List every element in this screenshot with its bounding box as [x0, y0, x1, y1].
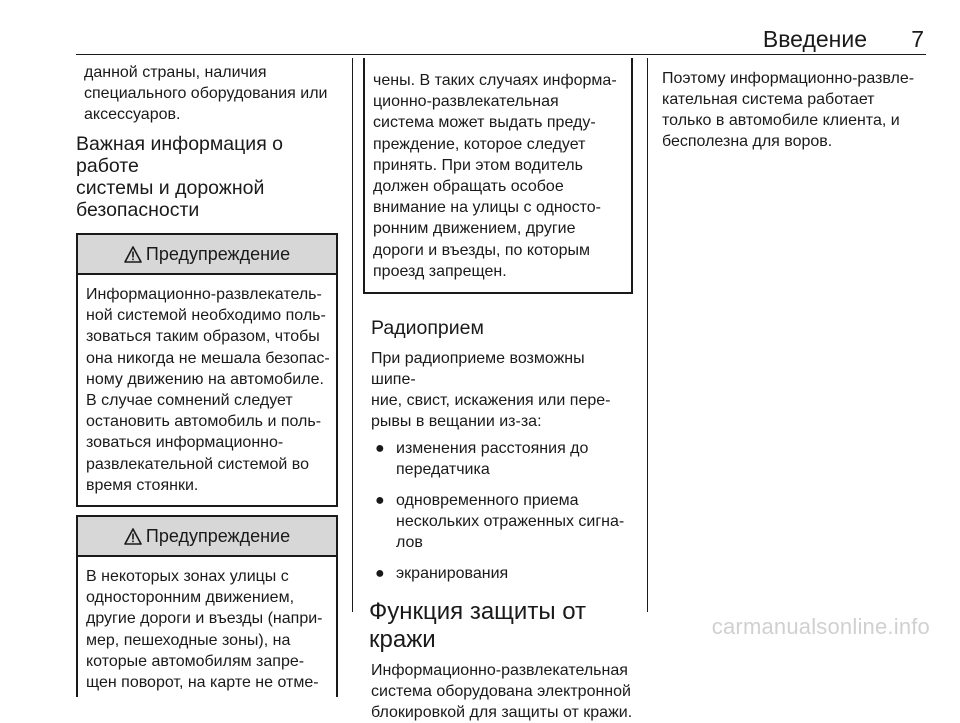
theft-paragraph [363, 660, 633, 723]
text-line: ному движению на автомобиле. [86, 370, 324, 388]
page-header-title: Введение [762, 26, 867, 52]
text-line: другие дороги и въезды (напри- [86, 610, 323, 628]
text-line: Информационно-развлекатель- [86, 286, 322, 303]
page-number: 7 [911, 26, 924, 52]
text-line: При радиоприеме возможны шипе- [371, 350, 585, 389]
text-line: проезд запрещен. [373, 262, 507, 280]
heading-line: Важная информация о работе [76, 133, 284, 177]
header-rule [76, 54, 926, 55]
text-line: ной системой необходимо поль- [86, 307, 326, 325]
text-line: односторонним движением, [86, 589, 295, 607]
radio-paragraph [363, 348, 633, 432]
heading-line: системы и дорожной [76, 177, 265, 199]
text-line: ционно-развлекательная [373, 93, 559, 111]
list-item [363, 563, 633, 584]
text-line: нескольких отраженных сигна- [396, 513, 625, 531]
text-line: Поэтому информационно-развле- [662, 70, 915, 87]
warning-title: Предупреждение [145, 243, 291, 264]
text-line: В некоторых зонах улицы с [86, 568, 289, 586]
text-line: должен обращать особое [373, 178, 564, 196]
section-heading-theft: Функция защиты от кражи [369, 598, 587, 654]
bullet-icon: ● [375, 492, 385, 510]
section-heading-safety [76, 133, 338, 221]
text-line: ронним движением, другие [373, 220, 576, 238]
text-line: зоваться таким образом, чтобы [86, 328, 320, 346]
warning-text [78, 275, 336, 505]
warning-header [78, 235, 336, 275]
list-item [363, 438, 633, 480]
watermark-link[interactable]: carmanualsonline.info [711, 614, 930, 639]
text-line: которые автомобилям запре- [86, 652, 305, 670]
column-divider-2 [647, 58, 648, 612]
heading-line: безопасности [76, 199, 200, 221]
text-line: остановить автомобиль и поль- [86, 413, 322, 431]
text-line: чены. В таких случаях информа- [373, 72, 617, 89]
text-line: ние, свист, искажения или пере- [371, 392, 611, 410]
warning-box-1 [76, 233, 338, 507]
text-line: время стоянки. [86, 476, 199, 494]
bullet-icon: ● [375, 440, 385, 458]
warning-triangle-icon [124, 528, 142, 545]
text-line: принять. При этом водитель [373, 156, 583, 174]
text-line: изменения расстояния до [396, 440, 589, 458]
text-line: только в автомобиле клиента, и [662, 112, 900, 129]
warning-triangle-icon [124, 246, 142, 263]
bullet-icon: ● [375, 565, 385, 583]
text-line: аксессуаров. [84, 106, 181, 123]
text-line: одновременного приема [396, 492, 579, 510]
text-line: лов [396, 534, 423, 552]
text-line: мер, пешеходные зоны), на [86, 631, 291, 649]
text-line: данной страны, наличия [84, 64, 267, 81]
column-right [662, 68, 926, 152]
column-middle [363, 58, 633, 723]
text-line: бесполезна для воров. [662, 133, 833, 150]
intro-paragraph [76, 62, 338, 125]
text-line: развлекательной системой во [86, 455, 310, 473]
warning-title: Предупреждение [145, 525, 291, 546]
text-line: специального оборудования или [84, 85, 328, 102]
warning-continuation [363, 58, 633, 294]
text-line: экранирования [396, 565, 509, 583]
text-line: Информационно-развлекательная [371, 662, 628, 680]
theft-continuation [662, 68, 926, 152]
text-line: зоваться информационно- [86, 434, 284, 452]
column-divider-1 [352, 58, 353, 612]
text-line: передатчика [396, 461, 490, 479]
text-line: она никогда не мешала безопас- [86, 349, 330, 367]
text-line: В случае сомнений следует [86, 392, 293, 410]
text-line: блокировкой для защиты от кражи. [371, 704, 633, 722]
text-line: преждение, которое следует [373, 135, 586, 153]
warning-text [78, 557, 336, 697]
text-line: щен поворот, на карте не отме- [86, 674, 319, 692]
text-line: кательная система работает [662, 91, 875, 108]
text-line: внимание на улицы с односто- [373, 199, 601, 217]
list-item [363, 490, 633, 553]
text-line: дороги и въезды, по которым [373, 241, 591, 259]
warning-header [78, 517, 336, 557]
text-line: система может выдать преду- [373, 114, 596, 132]
text-line: система оборудована электронной [371, 683, 631, 701]
radio-causes-list [363, 438, 633, 584]
text-line: рывы в вещании из-за: [371, 413, 542, 431]
column-left [76, 62, 338, 697]
warning-box-2 [76, 515, 338, 697]
section-heading-radio: Радиоприем [371, 317, 484, 340]
